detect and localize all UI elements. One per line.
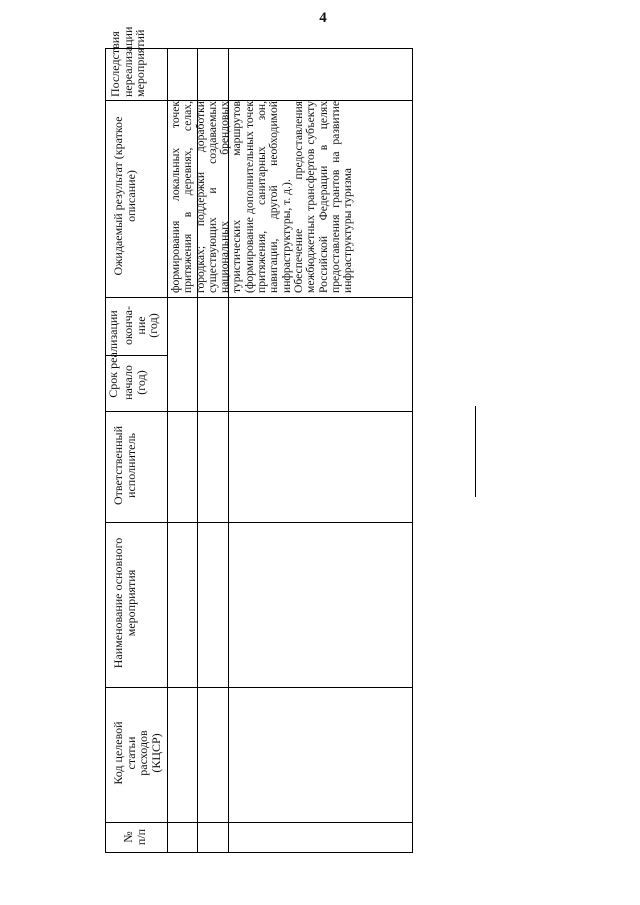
header-executor: Ответственный исполнитель bbox=[111, 425, 138, 506]
header-row-number: № п/п bbox=[121, 828, 148, 846]
measures-table bbox=[105, 26, 413, 853]
separator-line bbox=[475, 406, 476, 497]
column-boundary-line bbox=[106, 522, 412, 523]
header-period: Срок реализации bbox=[106, 310, 120, 398]
header-budget-code: Код целевой статьи расходов (КЦСР) bbox=[111, 721, 163, 785]
header-measure-name: Наименование основного мероприятия bbox=[111, 537, 138, 669]
header-expected-result: Ожидаемый результат (краткое описание) bbox=[111, 116, 138, 276]
page-number: 4 bbox=[319, 10, 327, 26]
header-separator-line bbox=[167, 49, 168, 852]
header-start-year: начало (год) bbox=[121, 365, 148, 400]
column-boundary-line bbox=[106, 822, 412, 823]
column-boundary-line bbox=[106, 411, 412, 412]
header-consequences: Последствия нереализации мероприятий bbox=[108, 26, 147, 97]
header-end-year: оконча- ние (год) bbox=[121, 306, 160, 345]
expected-result-cell: формирования локальных точек притяжения в деревнях, селах, городках; поддержки доработки существующих и создаваемых национальных брендовых туристических маршрутов (формирование дополнительных точек притяжения, санитарных зон, навигации, другой необходимой инфраструктуры, т. д.). Обеспечение предоставления межбюджетных трансфертов субъекту Российской Федерации в целях предоставления грантов на развитие инфраструктуры туризма bbox=[169, 101, 355, 293]
